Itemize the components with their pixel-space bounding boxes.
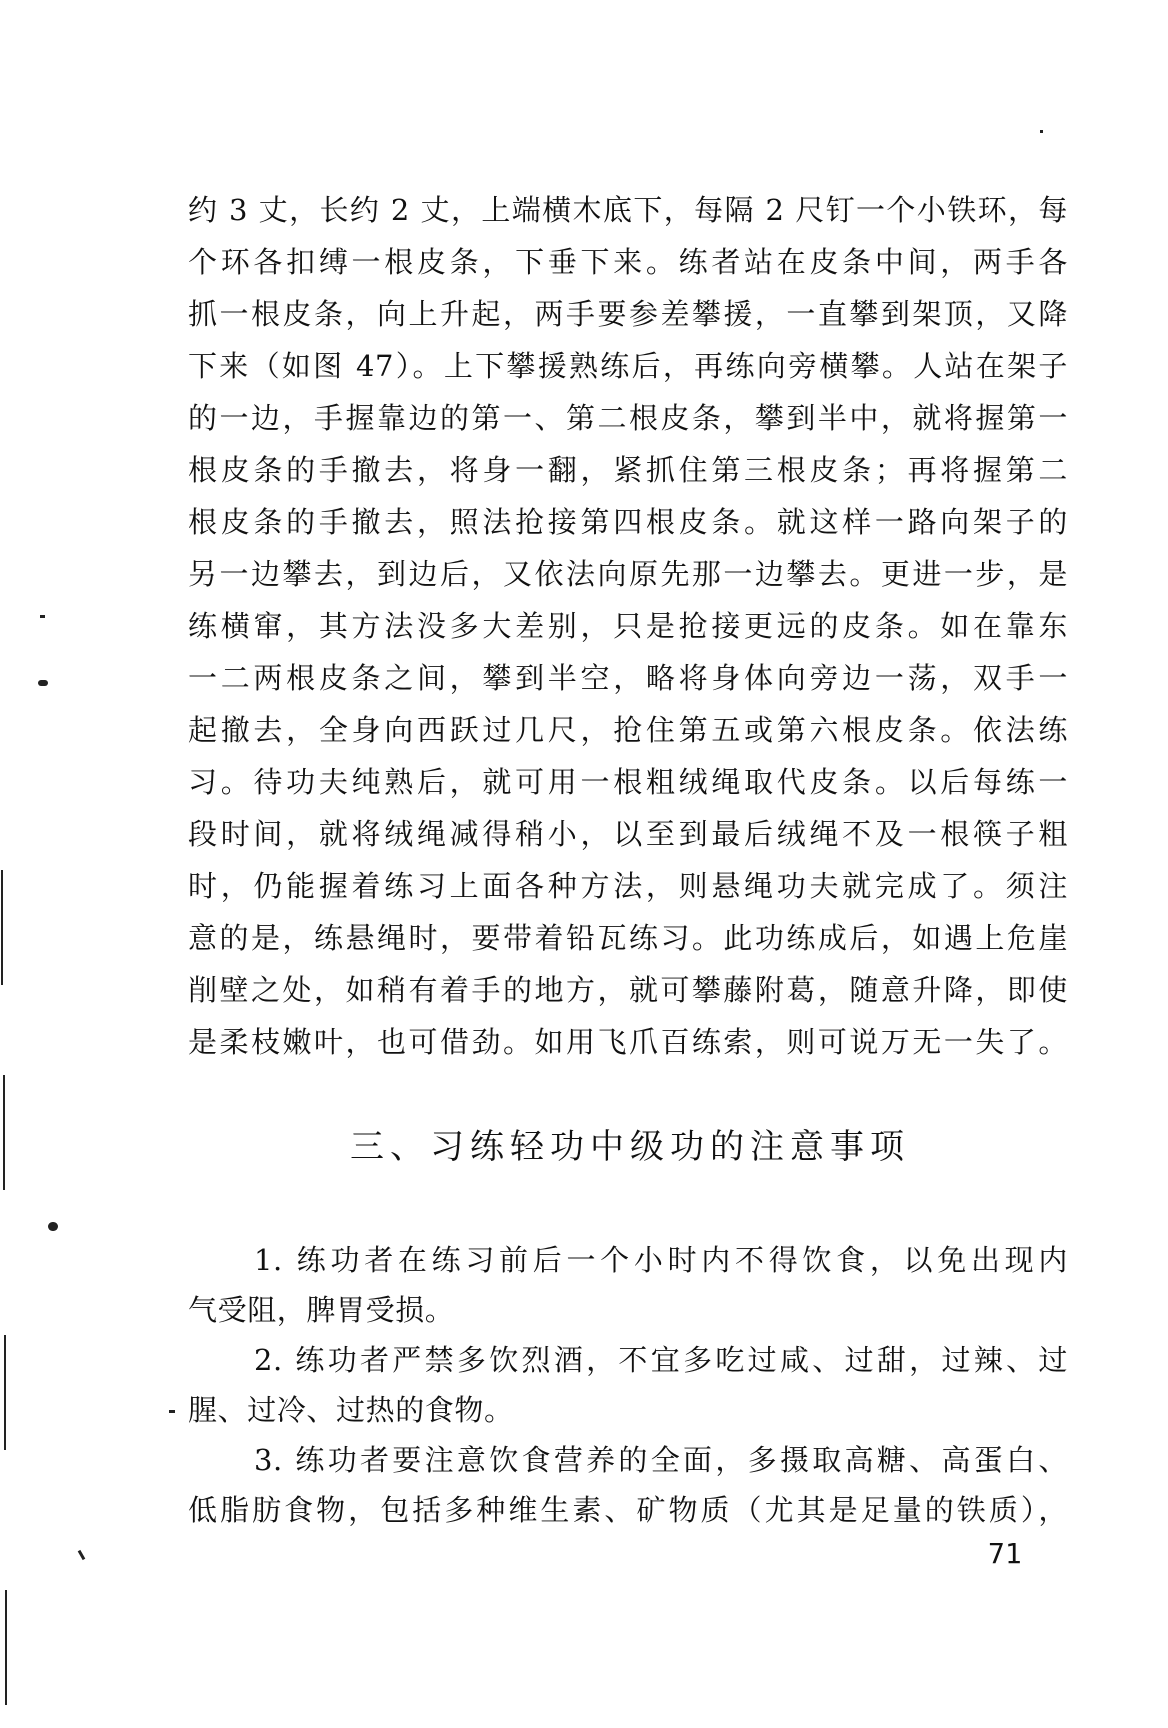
scan-speck (78, 1550, 86, 1560)
text-line: 根皮条的手撤去，照法抢接第四根皮条。就这样一路向架子的 (188, 505, 1068, 539)
text-line: 时，仍能握着练习上面各种方法，则悬绳功夫就完成了。须注 (188, 869, 1068, 903)
scan-speck (48, 1222, 58, 1231)
text-line: 约 3 丈，长约 2 丈，上端横木底下，每隔 2 尺钉一个小铁环，每 (188, 193, 1068, 227)
text-line: 削壁之处，如稍有着手的地方，就可攀藤附葛，随意升降，即使 (188, 973, 1068, 1007)
scan-speck (169, 1410, 175, 1413)
scan-edge-mark (5, 1590, 7, 1705)
text-line: 个环各扣缚一根皮条，下垂下来。练者站在皮条中间，两手各 (188, 245, 1068, 279)
text-line: 意的是，练悬绳时，要带着铅瓦练习。此功练成后，如遇上危崖 (188, 921, 1068, 955)
scan-speck (38, 680, 48, 686)
text-line: 段时间，就将绒绳减得稍小，以至到最后绒绳不及一根筷子粗 (188, 817, 1068, 851)
list-item-continuation: 低脂肪食物，包括多种维生素、矿物质（尤其是足量的铁质）， (188, 1493, 1068, 1527)
section-heading: 三、习练轻功中级功的注意事项 (350, 1127, 910, 1167)
text-line: 是柔枝嫩叶，也可借劲。如用飞爪百练索，则可说万无一失了。 (188, 1025, 1068, 1059)
list-item-first-line: 3. 练功者要注意饮食营养的全面，多摄取高糖、高蛋白、 (254, 1443, 1068, 1477)
text-line: 习。待功夫纯熟后，就可用一根粗绒绳取代皮条。以后每练一 (188, 765, 1068, 799)
text-line: 另一边攀去，到边后，又依法向原先那一边攀去。更进一步，是 (188, 557, 1068, 591)
text-line: 的一边，手握靠边的第一、第二根皮条，攀到半中，就将握第一 (188, 401, 1068, 435)
text-line: 下来（如图 47）。上下攀援熟练后，再练向旁横攀。人站在架子 (188, 349, 1068, 383)
scan-edge-mark (4, 1335, 6, 1450)
page-number: 71 (988, 1537, 1022, 1570)
list-item-continuation: 腥、过冷、过热的食物。 (188, 1393, 514, 1427)
scan-speck (1040, 130, 1043, 133)
text-line: 起撤去，全身向西跃过几尺，抢住第五或第六根皮条。依法练 (188, 713, 1068, 747)
list-item-first-line: 1. 练功者在练习前后一个小时内不得饮食，以免出现内 (254, 1243, 1068, 1277)
text-line: 一二两根皮条之间，攀到半空，略将身体向旁边一荡，双手一 (188, 661, 1068, 695)
scan-edge-mark (1, 870, 3, 985)
list-item-first-line: 2. 练功者严禁多饮烈酒，不宜多吃过咸、过甜，过辣、过 (254, 1343, 1068, 1377)
text-line: 根皮条的手撤去，将身一翻，紧抓住第三根皮条；再将握第二 (188, 453, 1068, 487)
text-line: 练横窜，其方法没多大差别，只是抢接更远的皮条。如在靠东 (188, 609, 1068, 643)
scan-edge-mark (3, 1075, 5, 1190)
list-item-continuation: 气受阻，脾胃受损。 (188, 1293, 455, 1327)
scan-speck (40, 615, 45, 618)
text-line: 抓一根皮条，向上升起，两手要参差攀援，一直攀到架顶，又降 (188, 297, 1068, 331)
